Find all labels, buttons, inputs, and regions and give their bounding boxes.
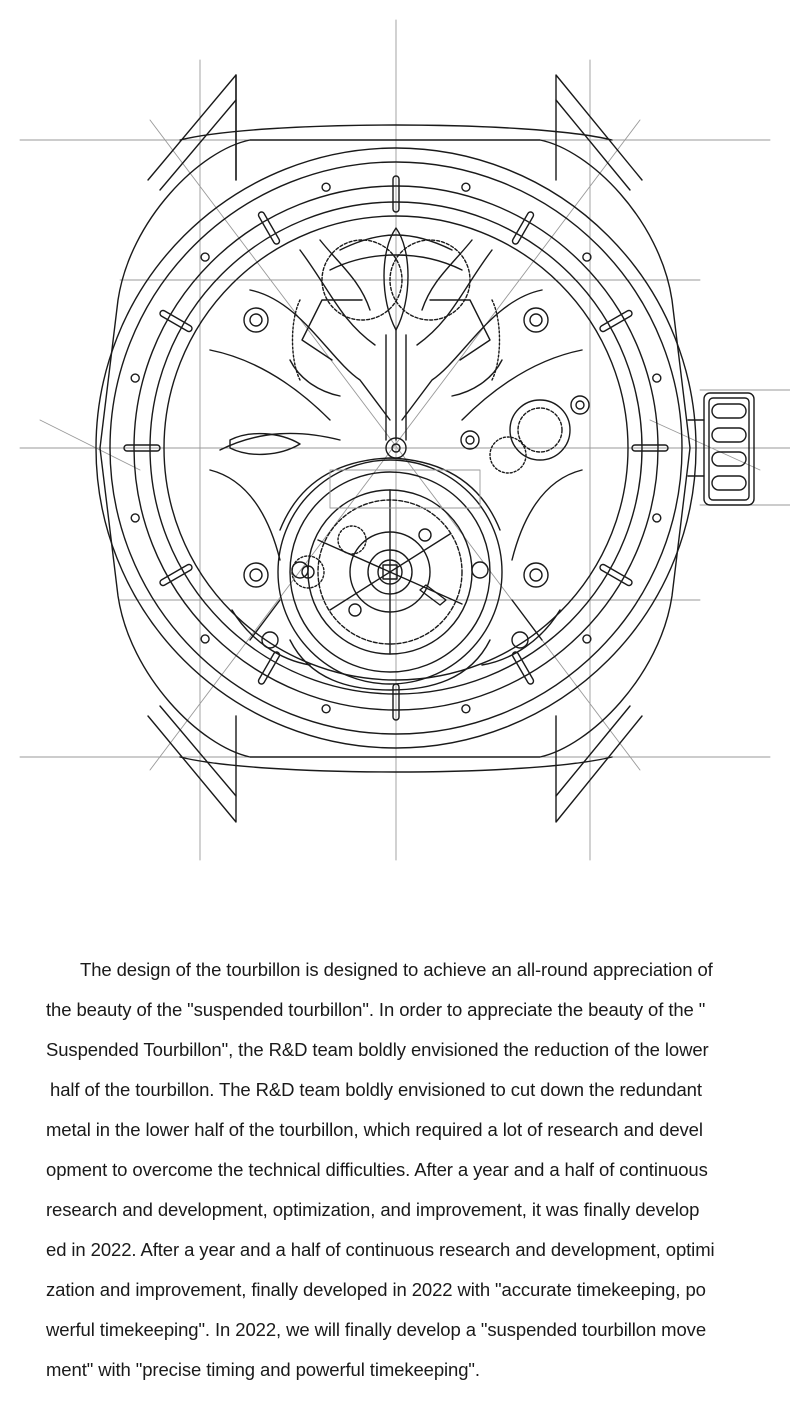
bezel-dot [322, 183, 330, 191]
hour-slot [159, 309, 193, 332]
bezel-dot [201, 253, 209, 261]
description-paragraph [46, 950, 764, 1390]
bezel-dot [131, 374, 139, 382]
text-line: werful timekeeping". In 2022, we will finally develop a "suspended tourbillon move [46, 1319, 707, 1340]
text-line: Suspended Tourbillon", the R&D team boldly envisioned the reduction of the lower [46, 1039, 709, 1060]
text-line: half of the tourbillon. The R&D team boldly envisioned to cut down the redundant [50, 1079, 702, 1100]
hour-slot [599, 309, 633, 332]
strap-bottom [148, 706, 642, 822]
hour-slot [159, 563, 193, 586]
text-line: the beauty of the "suspended tourbillon". In order to appreciate the beauty of the " [46, 999, 706, 1020]
hour-slot [257, 651, 280, 685]
bezel-dot [653, 374, 661, 382]
bezel-dot [322, 705, 330, 713]
jewel-screws [244, 308, 589, 587]
hour-slot [599, 563, 633, 586]
text-line: The design of the tourbillon is designed to achieve an all-round appreciation of [80, 959, 713, 980]
hour-slot [257, 211, 280, 245]
crown [688, 393, 754, 505]
bezel-dot [462, 183, 470, 191]
text-line: zation and improvement, finally developed in 2022 with "accurate timekeeping, po [46, 1279, 706, 1300]
strap-top [148, 75, 642, 190]
hour-slot [511, 211, 534, 245]
text-line: ed in 2022. After a year and a half of continuous research and development, optimi [46, 1239, 715, 1260]
text-line: opment to overcome the technical difficulties. After a year and a half of continuous [46, 1159, 708, 1180]
bezel-dot [653, 514, 661, 522]
text-line: ment" with "precise timing and powerful timekeeping". [46, 1359, 480, 1380]
bezel-dot [201, 635, 209, 643]
bezel-dot [131, 514, 139, 522]
hour-slot [511, 651, 534, 685]
text-line: metal in the lower half of the tourbillon, which required a lot of research and devel [46, 1119, 703, 1140]
tourbillon-cage [278, 458, 502, 690]
text-line: research and development, optimization, and improvement, it was finally develop [46, 1199, 700, 1220]
bezel-dot [462, 705, 470, 713]
